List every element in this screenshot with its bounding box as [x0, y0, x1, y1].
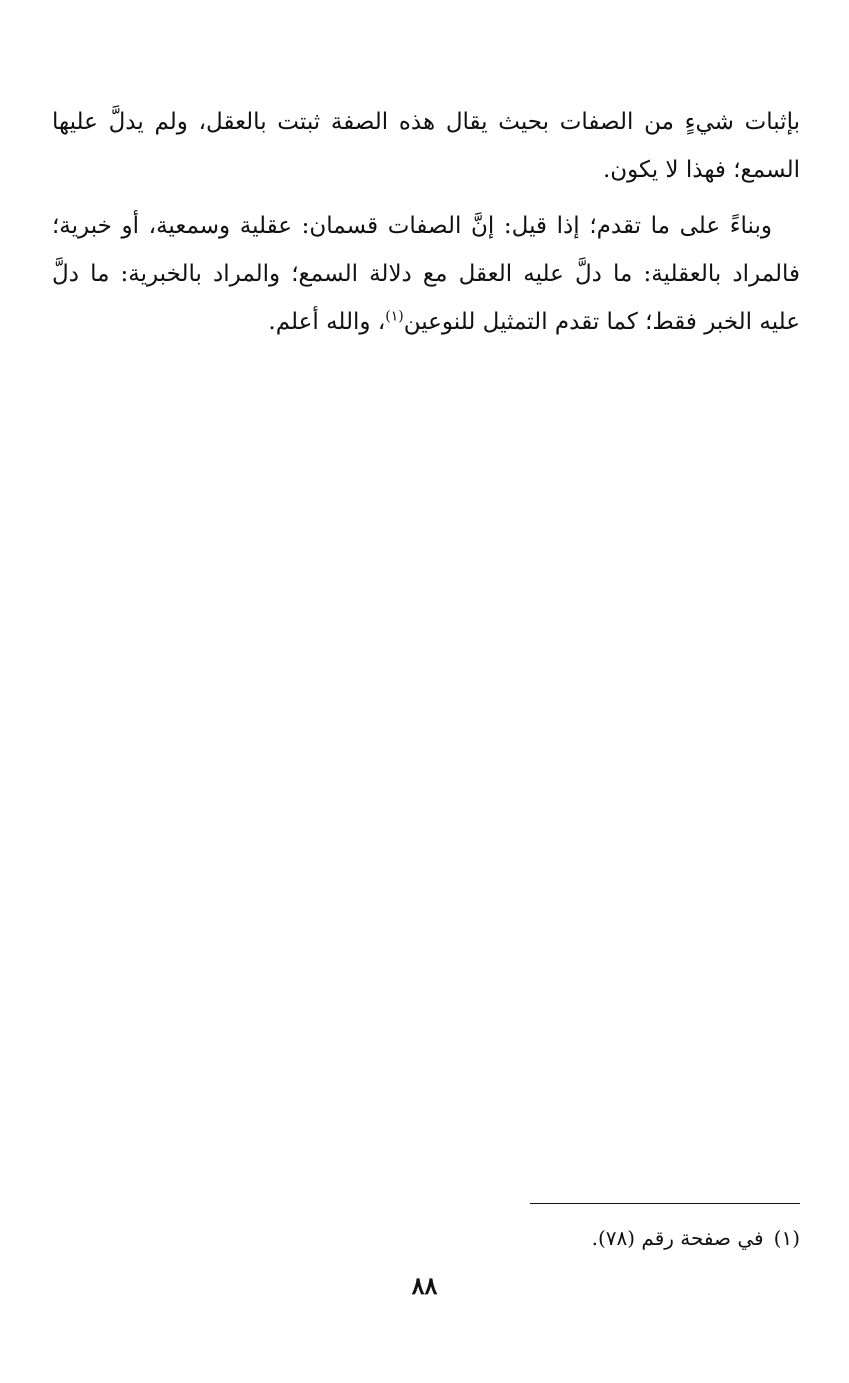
- footnote-reference: (١): [385, 308, 404, 325]
- body-text: [52, 98, 800, 346]
- paragraph-2-text: وبناءً على ما تقدم؛ إذا قيل: إنَّ الصفات قسمان: عقلية وسمعية، أو خبرية؛ فالمراد بالعقلية: ما دلَّ عليه العقل مع دلالة السمع؛ والمراد بالخبرية: ما دلَّ عليه الخبر فقط؛ كما تقدم التمثيل للنوعين: [52, 213, 800, 335]
- footnote-text: في صفحة رقم (٧٨).: [591, 1226, 764, 1250]
- paragraph-2: [52, 202, 800, 346]
- paragraph-2-closing: ، والله أعلم.: [268, 309, 386, 335]
- footnote-marker: (١): [773, 1226, 800, 1250]
- footnote: [52, 1222, 800, 1254]
- page-number: ٨٨: [411, 1271, 438, 1300]
- paragraph-1: بإثبات شيءٍ من الصفات بحيث يقال هذه الصفة ثبتت بالعقل، ولم يدلَّ عليها السمع؛ فهذا لا يكون.: [52, 109, 800, 183]
- footnote-divider: [530, 1203, 800, 1204]
